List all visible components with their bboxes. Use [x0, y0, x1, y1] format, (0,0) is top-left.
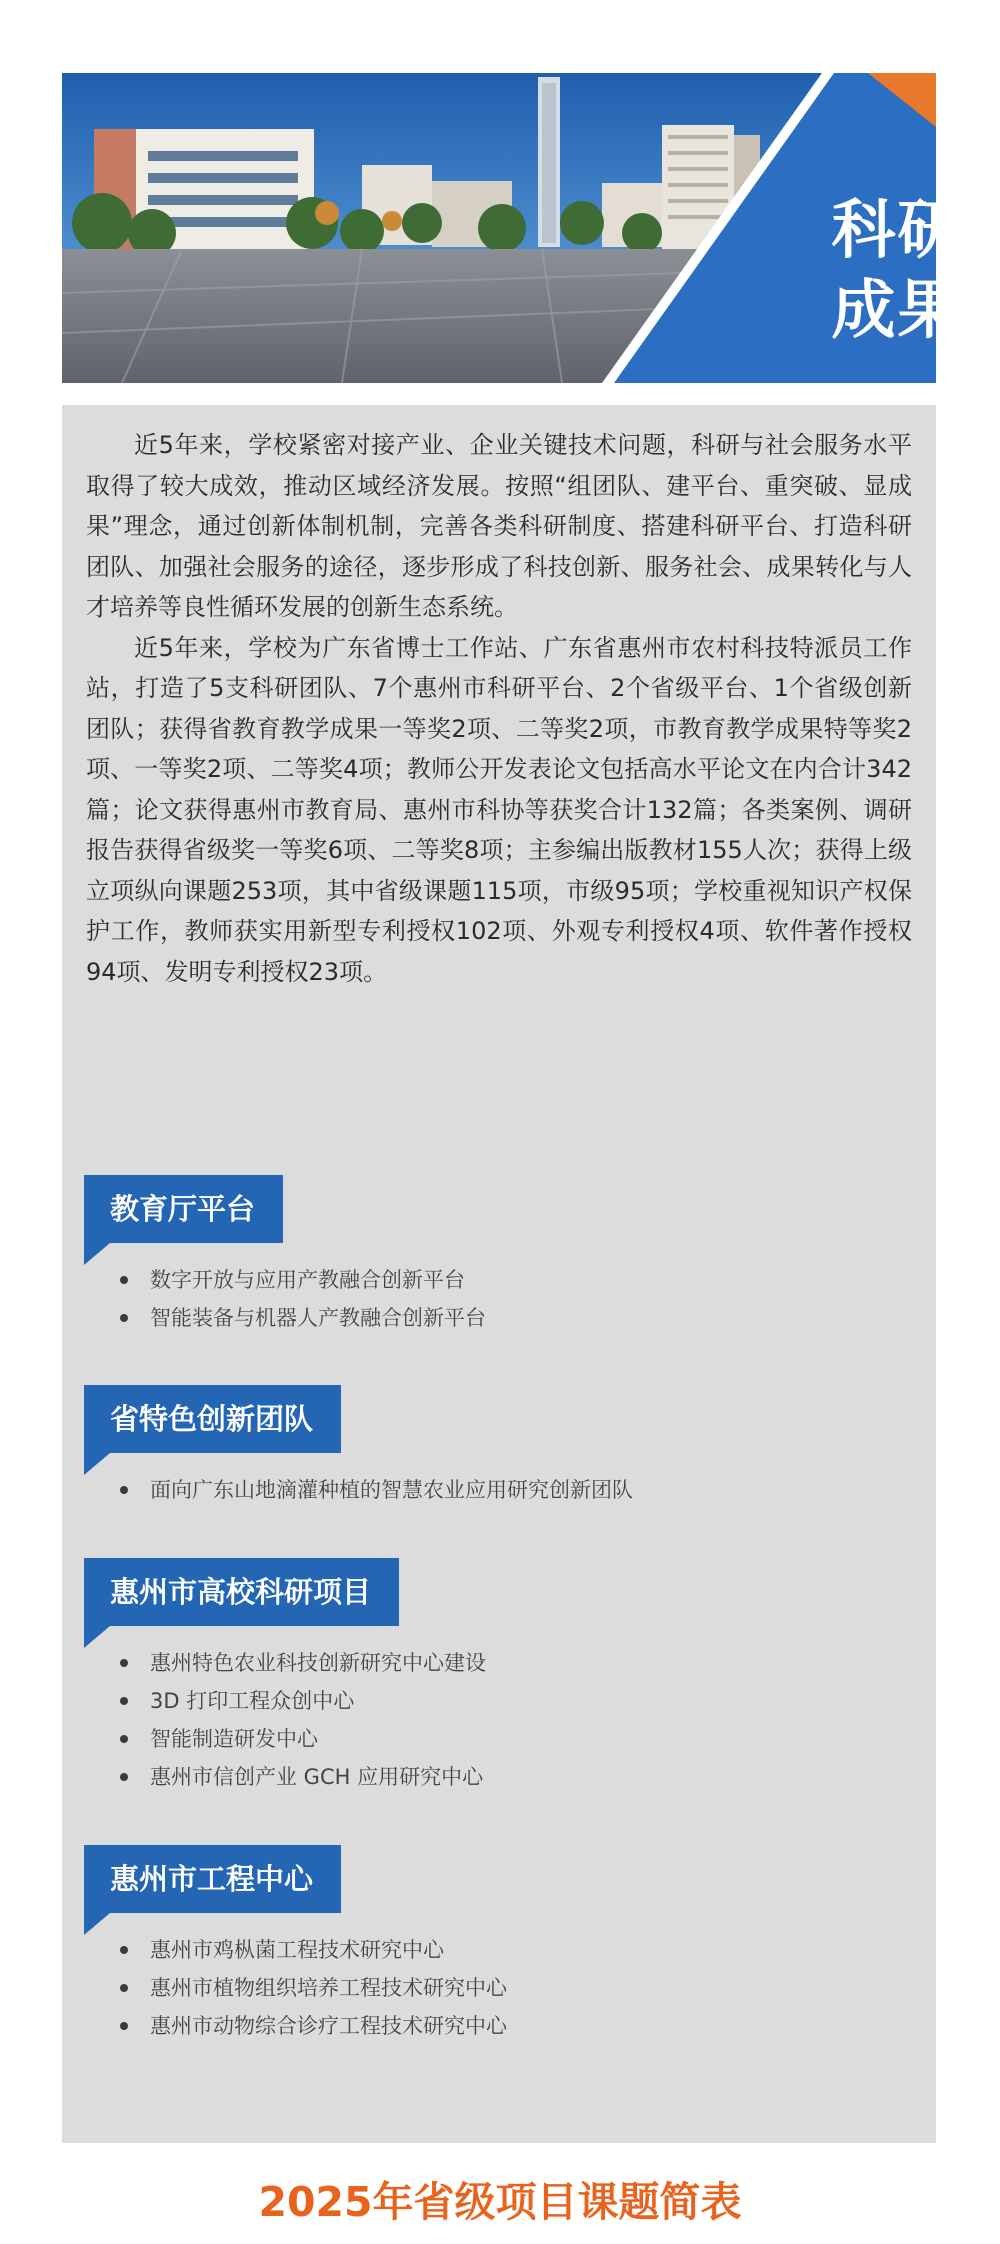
bullet-icon: [120, 1984, 128, 1992]
bullet-icon: [120, 1773, 128, 1781]
banner-title-line1: 科研: [831, 194, 964, 268]
list-item: 惠州市植物组织培养工程技术研究中心: [120, 1969, 507, 2007]
bullet-icon: [120, 1946, 128, 1954]
section-heading: 教育厅平台: [84, 1175, 283, 1243]
list-item: 惠州特色农业科技创新研究中心建设: [120, 1644, 486, 1682]
section-heading: 惠州市高校科研项目: [84, 1558, 399, 1626]
section-heading: 惠州市工程中心: [84, 1845, 341, 1913]
section-heading: 省特色创新团队: [84, 1385, 341, 1453]
section-city-research-projects: [84, 1558, 486, 1796]
bullet-icon: [120, 1486, 128, 1494]
list-item: 3D 打印工程众创中心: [120, 1682, 486, 1720]
section-provincial-team: [84, 1385, 633, 1509]
bullet-icon: [120, 1659, 128, 1667]
banner-title: [810, 191, 985, 351]
intro-paragraph: 近5年来，学校为广东省博士工作站、广东省惠州市农村科技特派员工作站，打造了5支科研团队、7个惠州市科研平台、2个省级平台、1个省级创新团队；获得省教育教学成果一等奖2项、二等奖2项，市教育教学成果特等奖2项、一等奖2项、二等奖4项；教师公开发表论文包括高水平论文在内合计342篇；论文获得惠州市教育局、惠州市科协等获奖合计132篇；各类案例、调研报告获得省级奖一等奖6项、二等奖8项；主参编出版教材155人次；获得上级立项纵向课题253项，其中省级课题115项，市级95项；学校重视知识产权保护工作，教师获实用新型专利授权102项、外观专利授权4项、软件著作授权94项、发明专利授权23项。: [86, 633, 912, 986]
footer-title: 2025年省级项目课题简表: [258, 2178, 742, 2226]
section-education-platform: [84, 1175, 486, 1337]
section-city-engineering-center: [84, 1845, 507, 2045]
list-item: 面向广东山地滴灌种植的智慧农业应用研究创新团队: [120, 1471, 633, 1509]
campus-photo: [62, 73, 936, 383]
intro-paragraph: 近5年来，学校紧密对接产业、企业关键技术问题，科研与社会服务水平取得了较大成效，推动区域经济发展。按照“组团队、建平台、重突破、显成果”理念，通过创新体制机制，完善各类科研制度、搭建科研平台、打造科研团队、加强社会服务的途径，逐步形成了科技创新、服务社会、成果转化与人才培养等良性循环发展的创新生态系统。: [86, 431, 912, 621]
hero-banner: [62, 73, 964, 383]
section-list: [84, 1471, 633, 1509]
section-list: [84, 1644, 486, 1796]
list-item: 智能装备与机器人产教融合创新平台: [120, 1299, 486, 1337]
bullet-icon: [120, 1276, 128, 1284]
bullet-icon: [120, 1314, 128, 1322]
intro-text: [86, 425, 912, 992]
bullet-icon: [120, 1697, 128, 1705]
list-item: 惠州市鸡枞菌工程技术研究中心: [120, 1931, 507, 1969]
list-item: 惠州市动物综合诊疗工程技术研究中心: [120, 2007, 507, 2045]
bullet-icon: [120, 1735, 128, 1743]
banner-title-line2: 成果: [831, 274, 964, 348]
content-panel: [62, 405, 936, 2143]
list-item: 智能制造研发中心: [120, 1720, 486, 1758]
bullet-icon: [120, 2022, 128, 2030]
section-list: [84, 1931, 507, 2045]
section-list: [84, 1261, 486, 1337]
list-item: 惠州市信创产业 GCH 应用研究中心: [120, 1758, 486, 1796]
list-item: 数字开放与应用产教融合创新平台: [120, 1261, 486, 1299]
